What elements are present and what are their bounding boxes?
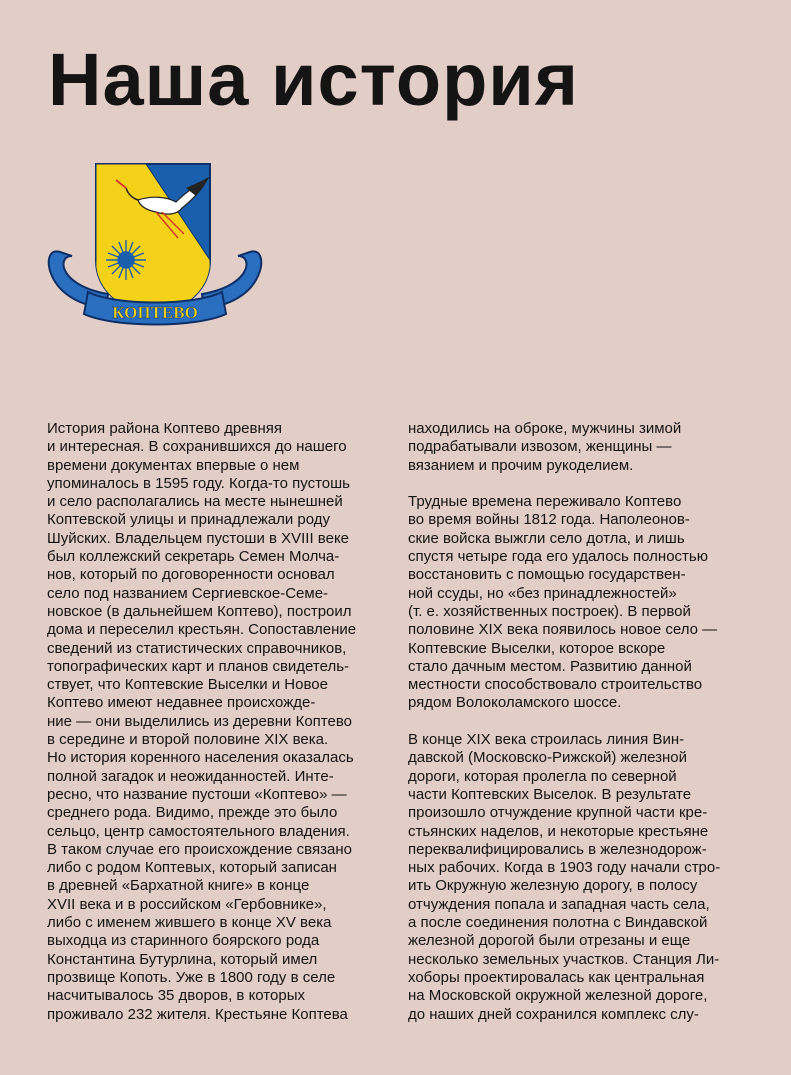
text-line: в середине и второй половине XIX века.	[47, 731, 329, 749]
text-line: ресно, что название пустоши «Коптево» —	[47, 785, 347, 803]
text-line: Но история коренного населения оказалась	[47, 749, 354, 767]
text-line: находились на оброке, мужчины зимой	[408, 420, 682, 437]
article-right-column	[408, 420, 753, 1024]
text-line: и село располагались на месте нынешней	[47, 493, 343, 511]
text-line: несколько земельных участков. Станция Ли-	[408, 950, 720, 968]
text-line: прозвище Копоть. Уже в 1800 году в селе	[47, 968, 336, 986]
article-paragraph	[47, 420, 387, 1024]
article-left-column	[47, 420, 387, 1024]
text-line: проживало 232 жителя. Крестьяне Коптева	[47, 1005, 348, 1023]
text-line: спустя четыре года его удалось полностью	[408, 548, 708, 566]
text-line: В конце XIX века строилась линия Вин-	[408, 731, 685, 749]
text-line: а после соединения полотна с Виндавской	[408, 914, 708, 932]
text-line: до наших дней сохранился комплекс слу-	[408, 1005, 699, 1023]
article-paragraph	[408, 420, 753, 475]
text-line: нов, который по договоренности основал	[47, 566, 335, 584]
text-line: либо с родом Коптевых, который записан	[47, 859, 337, 877]
article-paragraph	[408, 493, 753, 713]
koptevo-coat-of-arms-icon	[46, 156, 264, 338]
text-line: и интересная. В сохранившихся до нашего	[47, 438, 347, 456]
text-line: ных рабочих. Когда в 1903 году начали стро-	[408, 859, 721, 877]
text-line: на Московской окружной железной дороге,	[408, 987, 708, 1005]
text-line: дороги, которая пролегла по северной	[408, 767, 677, 785]
text-line: части Коптевских Выселок. В результате	[408, 785, 692, 803]
text-line: ские войска выжгли село дотла, и лишь	[408, 529, 685, 547]
text-line: История района Коптево древняя	[47, 420, 283, 437]
text-line: сведений из статистических справочников,	[47, 639, 347, 657]
text-line: хоборы проектировалась как центральная	[408, 968, 705, 986]
text-line: ние — они выделились из деревни Коптево	[47, 712, 352, 730]
text-line: Коптевской улицы и принадлежали роду	[47, 511, 330, 529]
text-line: сельцо, центр самостоятельного владения.	[47, 822, 350, 840]
text-line: подрабатывали извозом, женщины —	[408, 438, 672, 456]
text-line: ить Окружную железную дорогу, в полосу	[408, 877, 698, 895]
text-line: половине XIX века появилось новое село —	[408, 621, 718, 639]
text-line: переквалифицировались в железнодорож-	[408, 840, 707, 858]
text-line: В таком случае его происхождение связано	[47, 840, 352, 858]
text-line: произошло отчуждение крупной части кре-	[408, 804, 708, 822]
text-line: вязанием и прочим рукоделием.	[408, 456, 634, 474]
text-line: Константина Бутурлина, который имел	[47, 950, 318, 968]
text-line: отчуждения попала и западная часть села,	[408, 895, 710, 913]
text-line: стало дачным местом. Развитию данной	[408, 657, 692, 675]
text-line: село под названием Сергиевское-Семе-	[47, 584, 329, 602]
text-line: насчитывалось 35 дворов, в которых	[47, 987, 305, 1005]
text-line: среднего рода. Видимо, прежде это было	[47, 804, 338, 822]
text-line: давской (Московско-Рижской) железной	[408, 749, 688, 767]
text-line: Шуйских. Владельцем пустоши в XVIII веке	[47, 529, 350, 547]
text-line: XVII века и в российском «Гербовнике»,	[47, 895, 327, 913]
text-line: дома и переселил крестьян. Сопоставление	[47, 621, 357, 639]
text-line: во время войны 1812 года. Наполеонов-	[408, 511, 690, 529]
text-line: железной дорогой были отрезаны и еще	[408, 932, 691, 950]
text-line: ной ссуды, но «без принадлежностей»	[408, 584, 677, 602]
text-line: новское (в дальнейшем Коптево), построил	[47, 602, 352, 620]
text-line: был коллежский секретарь Семен Молча-	[47, 548, 340, 566]
text-line: Коптево имеют недавнее происхожде-	[47, 694, 316, 712]
text-line: выходца из старинного боярского рода	[47, 932, 320, 950]
emblem-ribbon-text: КОПТЕВО	[112, 303, 198, 322]
text-line: упоминалось в 1595 году. Когда-то пустошь	[47, 474, 350, 492]
text-line: Коптевские Выселки, которое вскоре	[408, 639, 666, 657]
text-line: полной загадок и неожиданностей. Инте-	[47, 767, 334, 785]
text-line: топографических карт и планов свидетель-	[47, 657, 350, 675]
text-line: местности способствовало строительство	[408, 676, 703, 694]
text-line: времени документах впервые о нем	[47, 456, 300, 474]
text-line: либо с именем жившего в конце XV века	[47, 914, 332, 932]
text-line: (т. е. хозяйственных построек). В первой	[408, 602, 691, 620]
text-line: стьянских наделов, и некоторые крестьяне	[408, 822, 709, 840]
text-line: восстановить с помощью государствен-	[408, 566, 686, 584]
text-line: рядом Волоколамского шоссе.	[408, 694, 622, 712]
text-line: в древней «Бархатной книге» в конце	[47, 877, 310, 895]
text-line: ствует, что Коптевские Выселки и Новое	[47, 676, 328, 694]
page-title: Наша история	[48, 38, 579, 121]
article-paragraph	[408, 731, 753, 1024]
text-line: Трудные времена переживало Коптево	[408, 493, 682, 511]
